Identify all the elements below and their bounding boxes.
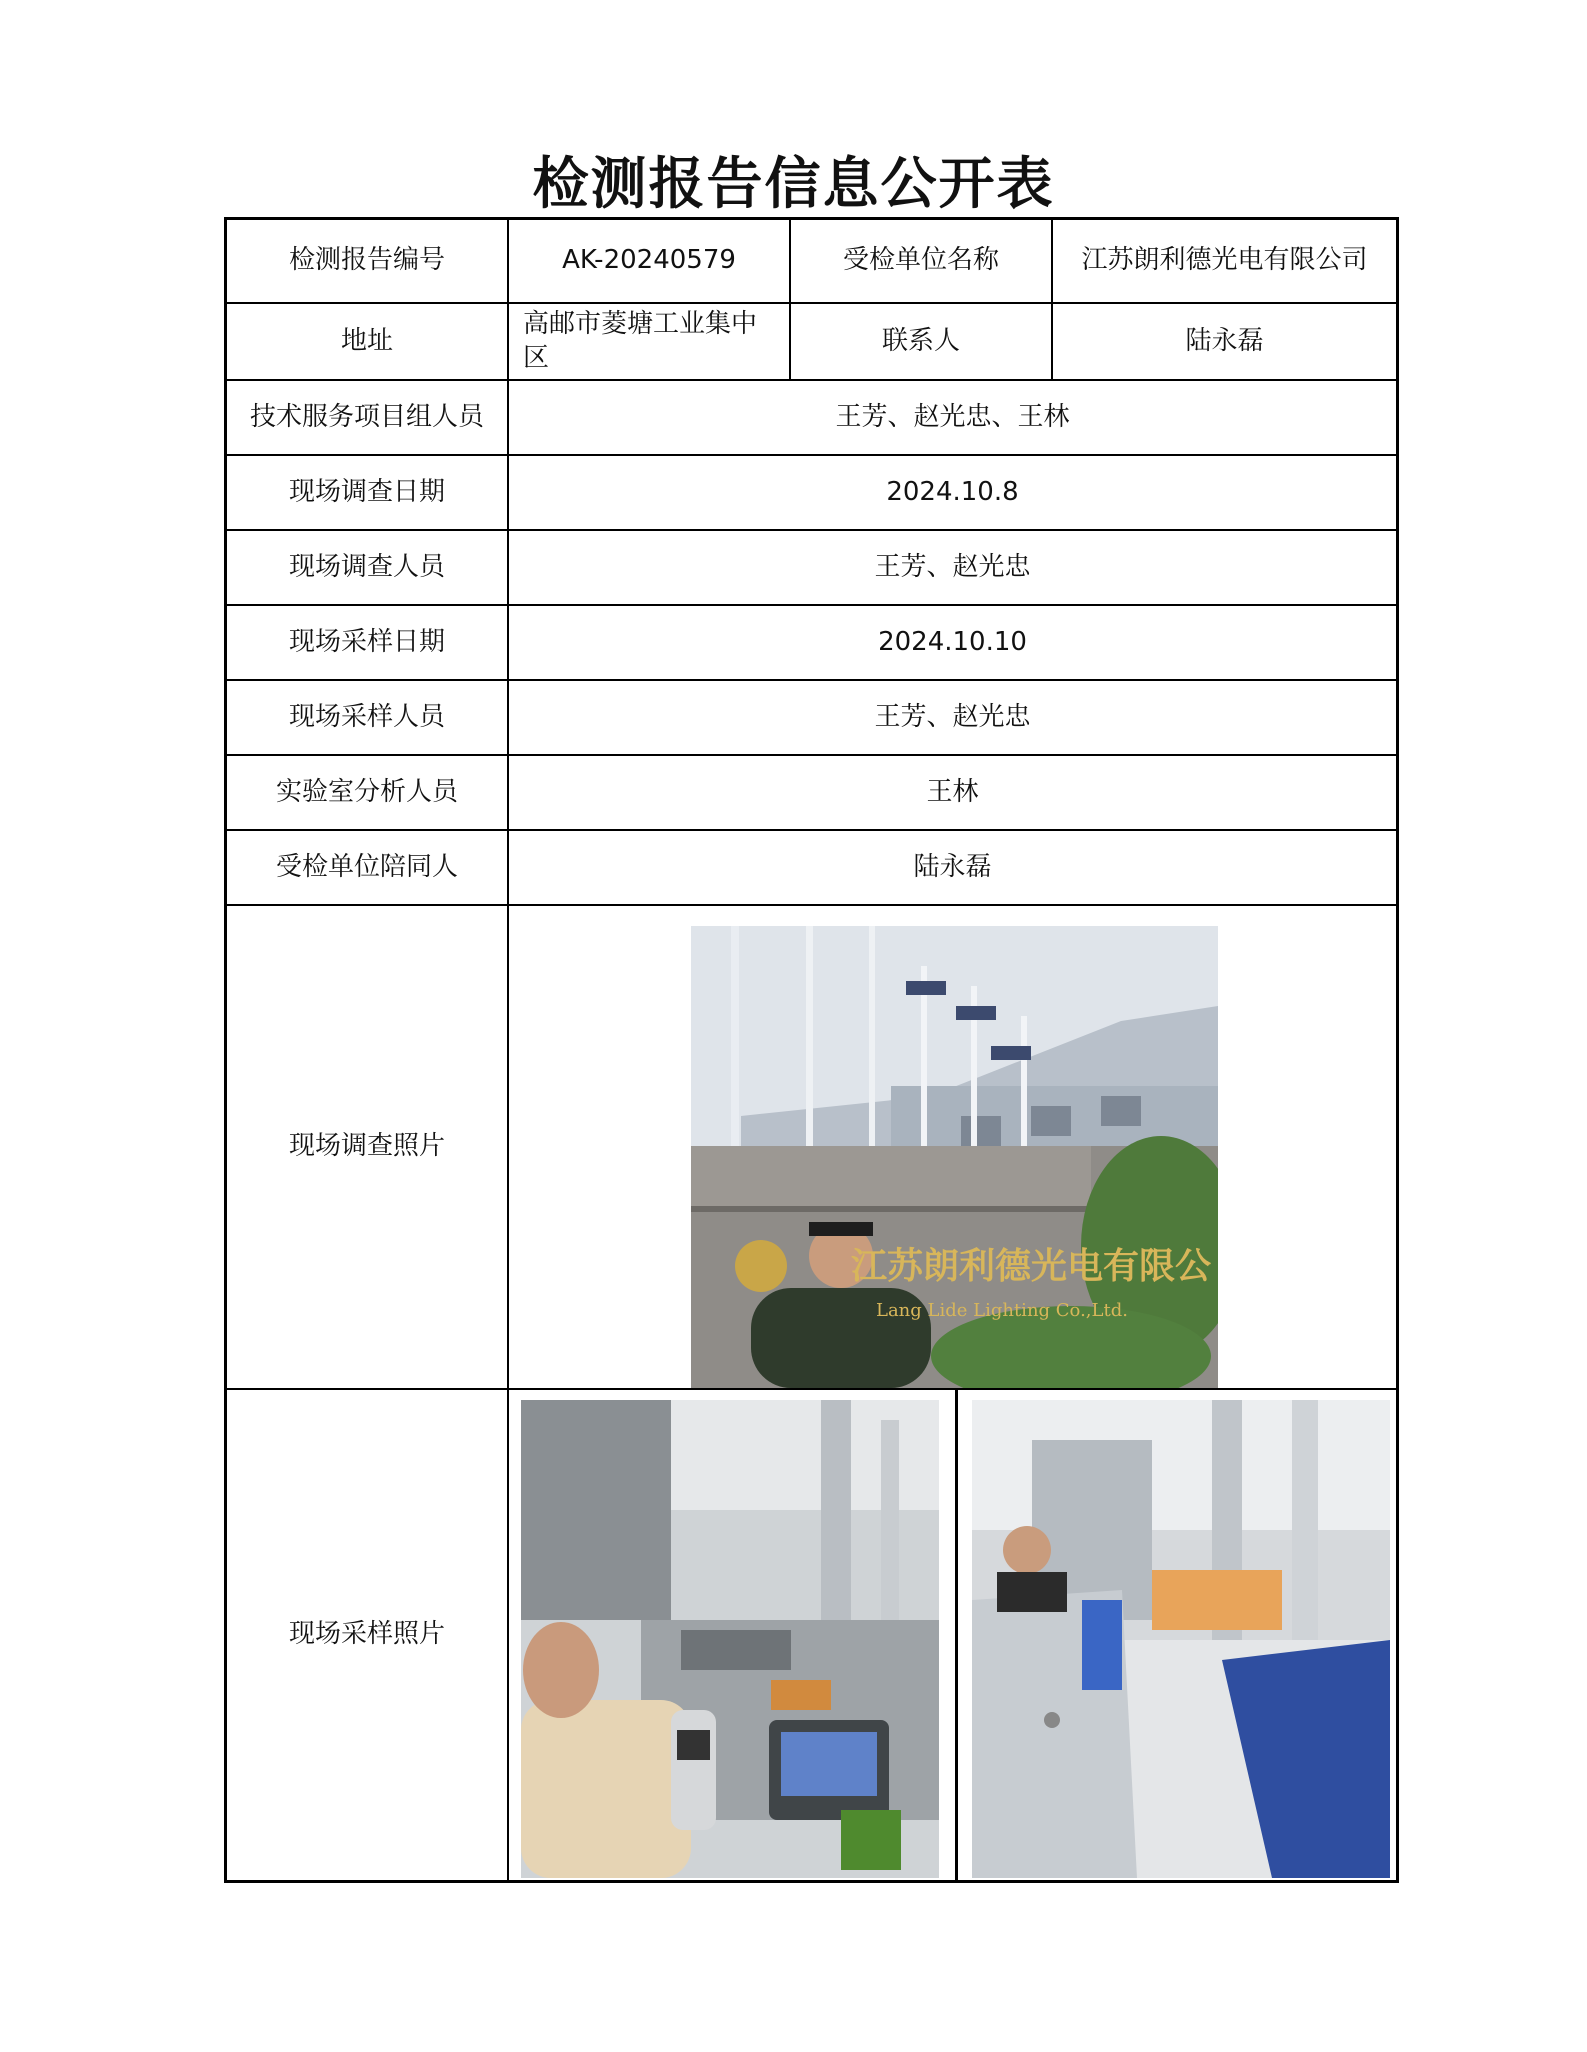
survey-staff-label: 现场调查人员: [227, 531, 509, 604]
address-value: 高邮市菱塘工业集中区: [509, 304, 791, 379]
unit-name-label: 受检单位名称: [791, 220, 1053, 302]
sampling-photo-1: [521, 1400, 939, 1878]
table-row: [227, 304, 1396, 381]
table-row: [227, 606, 1396, 681]
survey-photo-label: 现场调查照片: [227, 906, 509, 1388]
table-row: [227, 381, 1396, 456]
sign-text-cn: 江苏朗利德光电有限公: [851, 1245, 1212, 1287]
sampling-staff-label: 现场采样人员: [227, 681, 509, 754]
table-row: [227, 1390, 1396, 1880]
sign-text-en: Lang Lide Lighting Co.,Ltd.: [876, 1300, 1128, 1321]
photo-divider: [955, 1390, 958, 1880]
lab-staff-value: 王林: [926, 776, 979, 807]
survey-date-value: 2024.10.8: [886, 476, 1019, 507]
sampling-date-label: 现场采样日期: [227, 606, 509, 679]
survey-date-label: 现场调查日期: [227, 456, 509, 529]
sampling-photo-2: [972, 1400, 1390, 1878]
unit-name-value: 江苏朗利德光电有限公司: [1081, 245, 1368, 276]
page-title: 检测报告信息公开表: [532, 151, 1055, 217]
lab-staff-label: 实验室分析人员: [227, 756, 509, 829]
sampling-photo-label: 现场采样照片: [227, 1390, 509, 1880]
table-row: [227, 756, 1396, 831]
sampling-staff-value: 王芳、赵光忠: [874, 701, 1031, 732]
table-row: [227, 456, 1396, 531]
survey-photo: [691, 926, 1218, 1388]
table-row: [227, 831, 1396, 906]
team-value: 王芳、赵光忠、王林: [835, 401, 1070, 432]
report-no-value: AK-20240579: [509, 220, 791, 302]
escort-value: 陆永磊: [913, 851, 992, 882]
contact-label: 联系人: [791, 304, 1053, 379]
table-row: [227, 531, 1396, 606]
table-row: [227, 220, 1396, 304]
survey-staff-value: 王芳、赵光忠: [874, 551, 1031, 582]
contact-value: 陆永磊: [1185, 325, 1264, 356]
table-row: [227, 681, 1396, 756]
info-table: [224, 217, 1399, 1883]
table-row: [227, 906, 1396, 1390]
escort-label: 受检单位陪同人: [227, 831, 509, 904]
address-label: 地址: [227, 304, 509, 379]
sampling-date-value: 2024.10.10: [878, 626, 1027, 657]
team-label: 技术服务项目组人员: [227, 381, 509, 454]
report-no-label: 检测报告编号: [227, 220, 509, 302]
